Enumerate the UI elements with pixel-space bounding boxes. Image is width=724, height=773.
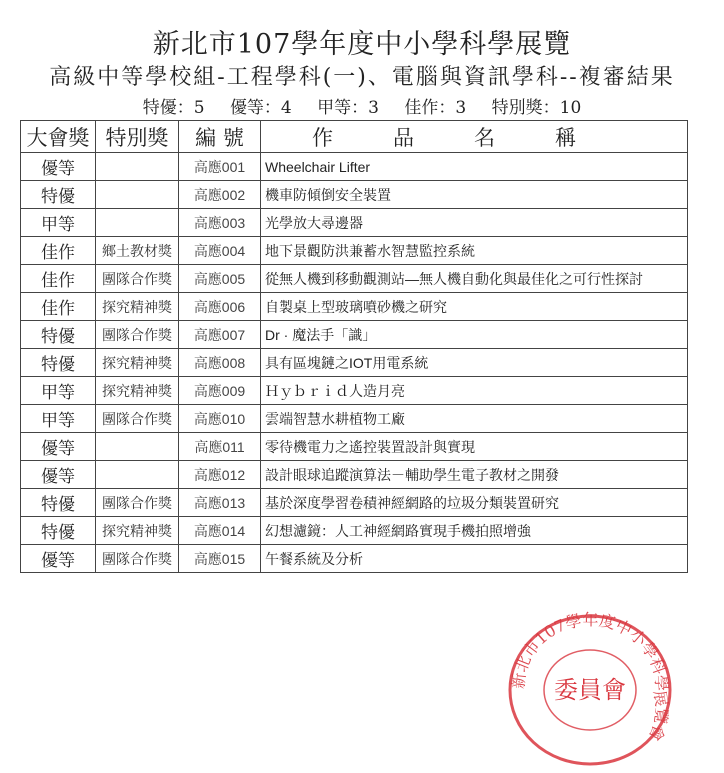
project-name-cell: Wheelchair Lifter bbox=[261, 153, 688, 181]
code-cell: 高應014 bbox=[179, 517, 261, 545]
code-cell: 高應009 bbox=[179, 377, 261, 405]
code-cell: 高應006 bbox=[179, 293, 261, 321]
table-row bbox=[21, 153, 688, 181]
award-cell: 優等 bbox=[21, 545, 96, 573]
committee-seal bbox=[505, 610, 675, 770]
special-award-cell: 團隊合作獎 bbox=[96, 489, 179, 517]
project-name-cell: 基於深度學習卷積神經網路的垃圾分類裝置研究 bbox=[261, 489, 688, 517]
count-special-award: 特別獎：10 bbox=[491, 98, 582, 118]
table-row bbox=[21, 181, 688, 209]
special-award-cell: 探究精神獎 bbox=[96, 293, 179, 321]
seal-center-text: 委員會 bbox=[554, 676, 626, 704]
project-name-cell: Dr · 魔法手「識」 bbox=[261, 321, 688, 349]
special-award-cell: 探究精神獎 bbox=[96, 349, 179, 377]
table-row bbox=[21, 293, 688, 321]
code-cell: 高應011 bbox=[179, 433, 261, 461]
award-cell: 優等 bbox=[21, 153, 96, 181]
header-award: 大會獎 bbox=[21, 121, 96, 153]
code-cell: 高應008 bbox=[179, 349, 261, 377]
document-subtitle: 高級中等學校組-工程學科(一)、電腦與資訊學科--複審結果 bbox=[49, 65, 675, 90]
special-award-cell: 團隊合作獎 bbox=[96, 545, 179, 573]
award-cell: 佳作 bbox=[21, 293, 96, 321]
special-award-cell: 團隊合作獎 bbox=[96, 265, 179, 293]
code-cell: 高應012 bbox=[179, 461, 261, 489]
code-cell: 高應004 bbox=[179, 237, 261, 265]
table-row bbox=[21, 209, 688, 237]
count-honorable: 佳作：3 bbox=[404, 98, 467, 118]
table-row bbox=[21, 377, 688, 405]
table-row bbox=[21, 433, 688, 461]
code-cell: 高應015 bbox=[179, 545, 261, 573]
special-award-cell: 團隊合作獎 bbox=[96, 321, 179, 349]
table-header-row bbox=[21, 121, 688, 153]
award-cell: 優等 bbox=[21, 433, 96, 461]
award-cell: 甲等 bbox=[21, 405, 96, 433]
project-name-cell: 從無人機到移動觀測站—無人機自動化與最佳化之可行性探討 bbox=[261, 265, 688, 293]
project-name-cell: 自製桌上型玻璃噴砂機之研究 bbox=[261, 293, 688, 321]
code-cell: 高應005 bbox=[179, 265, 261, 293]
award-cell: 佳作 bbox=[21, 265, 96, 293]
award-cell: 甲等 bbox=[21, 209, 96, 237]
table-row bbox=[21, 265, 688, 293]
special-award-cell bbox=[96, 153, 179, 181]
table-row bbox=[21, 349, 688, 377]
special-award-cell bbox=[96, 209, 179, 237]
award-cell: 特優 bbox=[21, 489, 96, 517]
results-table bbox=[20, 120, 688, 573]
award-cell: 特優 bbox=[21, 517, 96, 545]
code-cell: 高應010 bbox=[179, 405, 261, 433]
table-row bbox=[21, 461, 688, 489]
project-name-cell: 午餐系統及分析 bbox=[261, 545, 688, 573]
award-cell: 佳作 bbox=[21, 237, 96, 265]
project-name-cell: 機車防傾倒安全裝置 bbox=[261, 181, 688, 209]
code-cell: 高應003 bbox=[179, 209, 261, 237]
award-cell: 特優 bbox=[21, 181, 96, 209]
special-award-cell: 團隊合作獎 bbox=[96, 405, 179, 433]
award-cell: 優等 bbox=[21, 461, 96, 489]
project-name-cell: 光學放大尋邊器 bbox=[261, 209, 688, 237]
header-name: 作品名稱 bbox=[261, 121, 688, 153]
award-cell: 特優 bbox=[21, 349, 96, 377]
project-name-cell: 雲端智慧水耕植物工廠 bbox=[261, 405, 688, 433]
count-special-excellent: 特優：5 bbox=[142, 98, 205, 118]
table-row bbox=[21, 405, 688, 433]
table-row bbox=[21, 489, 688, 517]
project-name-cell: 設計眼球追蹤演算法－輔助學生電子教材之開發 bbox=[261, 461, 688, 489]
count-first-class: 甲等：3 bbox=[317, 98, 379, 118]
table-row bbox=[21, 321, 688, 349]
code-cell: 高應007 bbox=[179, 321, 261, 349]
code-cell: 高應001 bbox=[179, 153, 261, 181]
special-award-cell bbox=[96, 181, 179, 209]
special-award-cell: 探究精神獎 bbox=[96, 517, 179, 545]
project-name-cell: 具有區塊鏈之IOT用電系統 bbox=[261, 349, 688, 377]
project-name-cell: Ｈｙｂｒｉｄ人造月亮 bbox=[261, 377, 688, 405]
code-cell: 高應002 bbox=[179, 181, 261, 209]
seal-ring-text: 新北市107學年度中小學科學展覽會 bbox=[508, 610, 672, 744]
special-award-cell bbox=[96, 461, 179, 489]
special-award-cell bbox=[96, 433, 179, 461]
table-row bbox=[21, 517, 688, 545]
award-counts bbox=[0, 93, 724, 118]
count-excellent: 優等：4 bbox=[229, 98, 292, 118]
project-name-cell: 地下景觀防洪兼蓄水智慧監控系統 bbox=[261, 237, 688, 265]
award-cell: 甲等 bbox=[21, 377, 96, 405]
special-award-cell: 鄉土教材獎 bbox=[96, 237, 179, 265]
code-cell: 高應013 bbox=[179, 489, 261, 517]
table-row bbox=[21, 237, 688, 265]
project-name-cell: 零待機電力之遙控裝置設計與實現 bbox=[261, 433, 688, 461]
header-special: 特別獎 bbox=[96, 121, 179, 153]
header-code: 編 號 bbox=[179, 121, 261, 153]
table-row bbox=[21, 545, 688, 573]
special-award-cell: 探究精神獎 bbox=[96, 377, 179, 405]
award-cell: 特優 bbox=[21, 321, 96, 349]
document-title: 新北市107學年度中小學科學展覽 bbox=[152, 29, 572, 60]
project-name-cell: 幻想濾鏡：人工神經網路實現手機拍照增強 bbox=[261, 517, 688, 545]
